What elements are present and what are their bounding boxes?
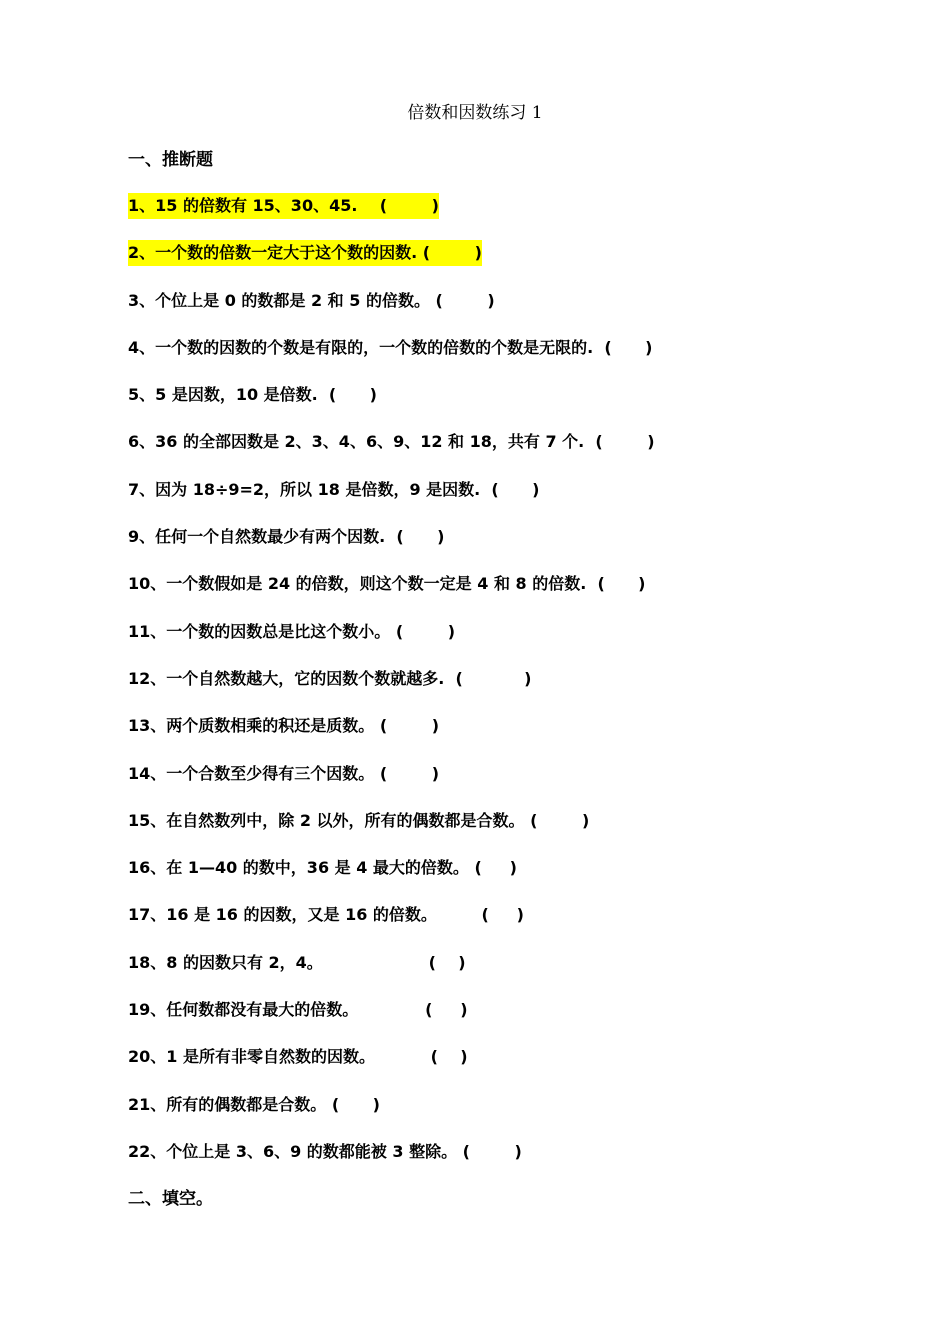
question-item [128,1092,655,1139]
question-item [128,1139,655,1186]
question-text: 17、16 是 16 的因数，又是 16 的倍数。 ( ) [128,905,524,925]
question-list [128,193,655,1186]
question-text: 15、在自然数列中，除 2 以外，所有的偶数都是合数。 ( ) [128,810,590,830]
question-item [128,288,655,335]
question-text: 13、两个质数相乘的积还是质数。 ( ) [128,716,440,736]
question-item [128,619,655,666]
question-item [128,524,655,571]
section-heading-fill-blank: 二、填空。 [128,1189,213,1209]
question-text: 3、个位上是 0 的数都是 2 和 5 的倍数。 ( ) [128,290,495,310]
question-text: 5、5 是因数，10 是倍数. ( ) [128,385,377,405]
question-item [128,666,655,713]
question-item [128,429,655,476]
question-text: 16、在 1—40 的数中，36 是 4 最大的倍数。 ( ) [128,858,517,878]
question-item [128,997,655,1044]
question-item [128,193,655,240]
question-text: 4、一个数的因数的个数是有限的，一个数的倍数的个数是无限的. ( ) [128,337,653,357]
question-text: 12、一个自然数越大，它的因数个数就越多. ( ) [128,668,532,688]
question-item [128,240,655,287]
question-text: 22、个位上是 3、6、9 的数都能被 3 整除。 ( ) [128,1141,522,1161]
question-text: 18、8 的因数只有 2，4。 ( ) [128,952,466,972]
document-title: 倍数和因数练习 1 [407,103,543,123]
question-item [128,571,655,618]
question-text: 2、一个数的倍数一定大于这个数的因数. ( ) [128,240,482,266]
question-text: 7、因为 18÷9=2，所以 18 是倍数，9 是因数. ( ) [128,479,540,499]
question-item [128,808,655,855]
question-text: 6、36 的全部因数是 2、3、4、6、9、12 和 18，共有 7 个. ( ) [128,432,655,452]
question-text: 19、任何数都没有最大的倍数。 ( ) [128,1000,468,1020]
question-item [128,950,655,997]
question-text: 9、任何一个自然数最少有两个因数. ( ) [128,527,445,547]
question-item [128,713,655,760]
question-item [128,335,655,382]
question-item [128,902,655,949]
question-item [128,855,655,902]
question-item [128,1044,655,1091]
question-item [128,761,655,808]
question-text: 21、所有的偶数都是合数。 ( ) [128,1094,380,1114]
question-text: 10、一个数假如是 24 的倍数，则这个数一定是 4 和 8 的倍数. ( ) [128,574,646,594]
question-text: 11、一个数的因数总是比这个数小。 ( ) [128,621,456,641]
section-heading-judgment: 一、推断题 [128,150,213,170]
question-text: 20、1 是所有非零自然数的因数。 ( ) [128,1047,468,1067]
question-text: 1、15 的倍数有 15、30、45. ( ) [128,193,439,219]
question-item [128,382,655,429]
question-item [128,477,655,524]
question-text: 14、一个合数至少得有三个因数。 ( ) [128,763,440,783]
